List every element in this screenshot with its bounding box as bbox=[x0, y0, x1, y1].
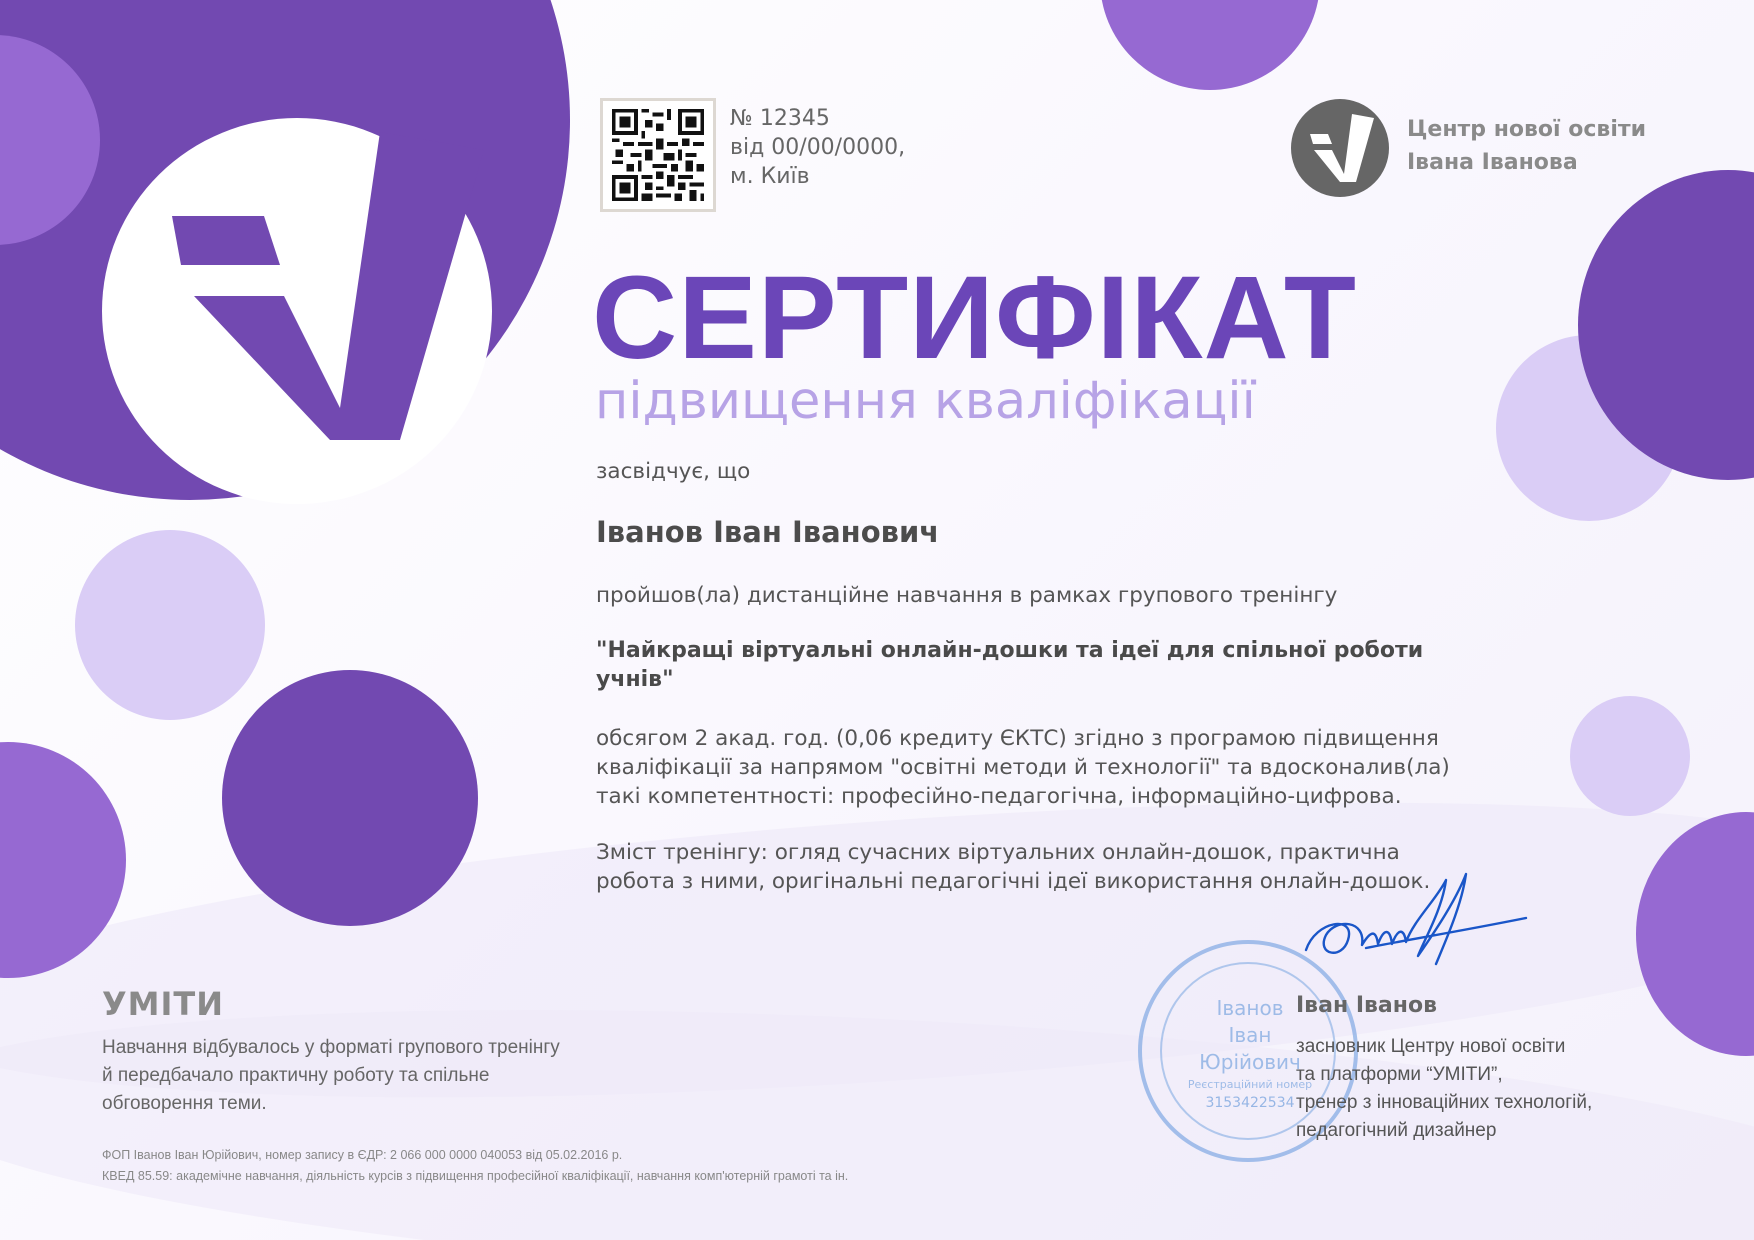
platform-name: УМІТИ bbox=[102, 985, 225, 1023]
v-logo-icon bbox=[102, 118, 492, 504]
decor-circle bbox=[222, 670, 478, 926]
signer-role bbox=[1296, 1033, 1592, 1145]
signer-role-line: та платформи “УМІТИ”, bbox=[1296, 1064, 1503, 1085]
passed-text: пройшов(ла) дистанційне навчання в рамках групового тренінгу bbox=[596, 583, 1338, 608]
volume-line: обсягом 2 акад. год. (0,06 кредиту ЄКТС) згідно з програмою підвищення bbox=[596, 726, 1439, 751]
legal-line: ФОП Іванов Іван Юрійович, номер запису в ЄДР: 2 066 000 0000 040053 від 05.02.2016 р. bbox=[102, 1148, 623, 1162]
certifies-text: засвідчує, що bbox=[596, 459, 751, 484]
signer-role-line: педагогічний дизайнер bbox=[1296, 1120, 1497, 1141]
volume-line: кваліфікації за напрямом "освітні методи й технології" та вдосконалив(ла) bbox=[596, 755, 1450, 780]
decor-circle bbox=[75, 530, 265, 720]
training-note-line: Навчання відбувалось у форматі групового тренінгу bbox=[102, 1037, 560, 1058]
signer-name: Іван Іванов bbox=[1296, 993, 1438, 1018]
content-line: Зміст тренінгу: огляд сучасних віртуальних онлайн-дошок, практична bbox=[596, 840, 1400, 865]
certificate-subtitle: підвищення кваліфікації bbox=[595, 372, 1256, 431]
certificate-number: № 12345 bbox=[730, 106, 830, 131]
training-note bbox=[102, 1034, 560, 1118]
stamp-small-text: Реєстраційний номер bbox=[1187, 1078, 1313, 1091]
signature-icon bbox=[1296, 860, 1536, 990]
brand-name-line2: Івана Іванова bbox=[1407, 150, 1578, 175]
signer-role-line: засновник Центру нової освіти bbox=[1296, 1036, 1566, 1057]
certificate-meta bbox=[730, 104, 905, 191]
decor-circle bbox=[1570, 696, 1690, 816]
certificate-title: СЕРТИФІКАТ bbox=[592, 252, 1357, 384]
brand-logo-icon bbox=[1290, 98, 1390, 198]
content-line: робота з ними, оригінальні педагогічні ідеї використання онлайн-дошок. bbox=[596, 869, 1431, 894]
certificate-city: м. Київ bbox=[730, 164, 810, 189]
qr-code bbox=[600, 98, 716, 212]
legal-info bbox=[102, 1145, 848, 1187]
certificate-date: від 00/00/0000, bbox=[730, 135, 906, 160]
volume-line: такі компетентності: професійно-педагогічна, інформаційно-цифрова. bbox=[596, 784, 1402, 809]
signer-role-line: тренер з інноваційних технологій, bbox=[1296, 1092, 1593, 1113]
qr-code-icon bbox=[611, 109, 705, 201]
volume-text bbox=[596, 724, 1450, 811]
brand-name-line1: Центр нової освіти bbox=[1407, 117, 1647, 142]
recipient-name: Іванов Іван Іванович bbox=[596, 515, 940, 549]
stamp-line: Іванов bbox=[1216, 996, 1284, 1020]
course-title: "Найкращі віртуальні онлайн-дошки та ідеї для спільної роботи учнів" bbox=[596, 638, 1424, 692]
stamp-line: Іван bbox=[1228, 1023, 1272, 1047]
stamp-line: Юрійович bbox=[1199, 1050, 1301, 1074]
brand-name bbox=[1407, 113, 1646, 179]
training-note-line: й передбачало практичну роботу та спільне bbox=[102, 1065, 490, 1086]
stamp-number: 3153422534 bbox=[1205, 1095, 1295, 1111]
decor-circle bbox=[1100, 0, 1320, 90]
legal-line: КВЕД 85.59: академічне навчання, діяльність курсів з підвищення професійної кваліфікації, навчання комп'ютерній грамоті та ін. bbox=[102, 1169, 849, 1183]
training-note-line: обговорення теми. bbox=[102, 1093, 267, 1114]
